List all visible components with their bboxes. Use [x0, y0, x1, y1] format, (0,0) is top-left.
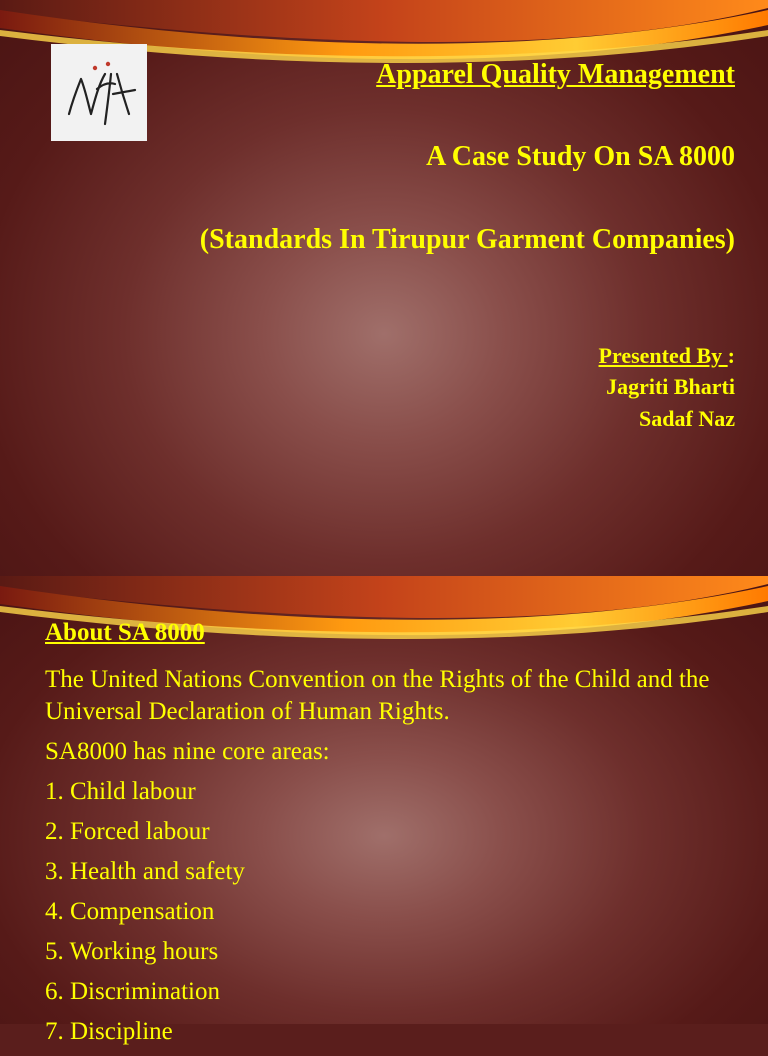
- list-item: 3. Health and safety: [45, 858, 245, 885]
- slide-heading: About SA 8000: [45, 619, 205, 646]
- nift-logo: [51, 44, 147, 141]
- presented-by-text: Presented By: [598, 343, 728, 368]
- core-areas-list: [45, 776, 735, 1056]
- about-slide: [0, 576, 768, 1045]
- presentation-subtitle-2: (Standards In Tirupur Garment Companies): [199, 224, 735, 255]
- presenter-name: Jagriti Bharti: [606, 374, 735, 399]
- list-item: 6. Discrimination: [45, 978, 220, 1005]
- list-item: 4. Compensation: [45, 898, 215, 925]
- list-item: 5. Working hours: [45, 938, 219, 965]
- list-item: 2. Forced labour: [45, 818, 210, 845]
- presenter-name: Sadaf Naz: [639, 406, 735, 431]
- slide-body: [45, 664, 735, 1056]
- intro-paragraph: The United Nations Convention on the Rights of the Child and the Universal Declaration of Human Rights.: [45, 666, 710, 725]
- presented-by-label: [599, 343, 735, 369]
- presentation-title: Apparel Quality Management: [376, 59, 735, 90]
- list-item: 1. Child labour: [45, 778, 196, 805]
- core-areas-intro: SA8000 has nine core areas:: [45, 738, 330, 765]
- list-item: 7. Discipline: [45, 1018, 173, 1045]
- presentation-subtitle: A Case Study On SA 8000: [426, 141, 735, 172]
- presented-by-colon: :: [727, 343, 735, 368]
